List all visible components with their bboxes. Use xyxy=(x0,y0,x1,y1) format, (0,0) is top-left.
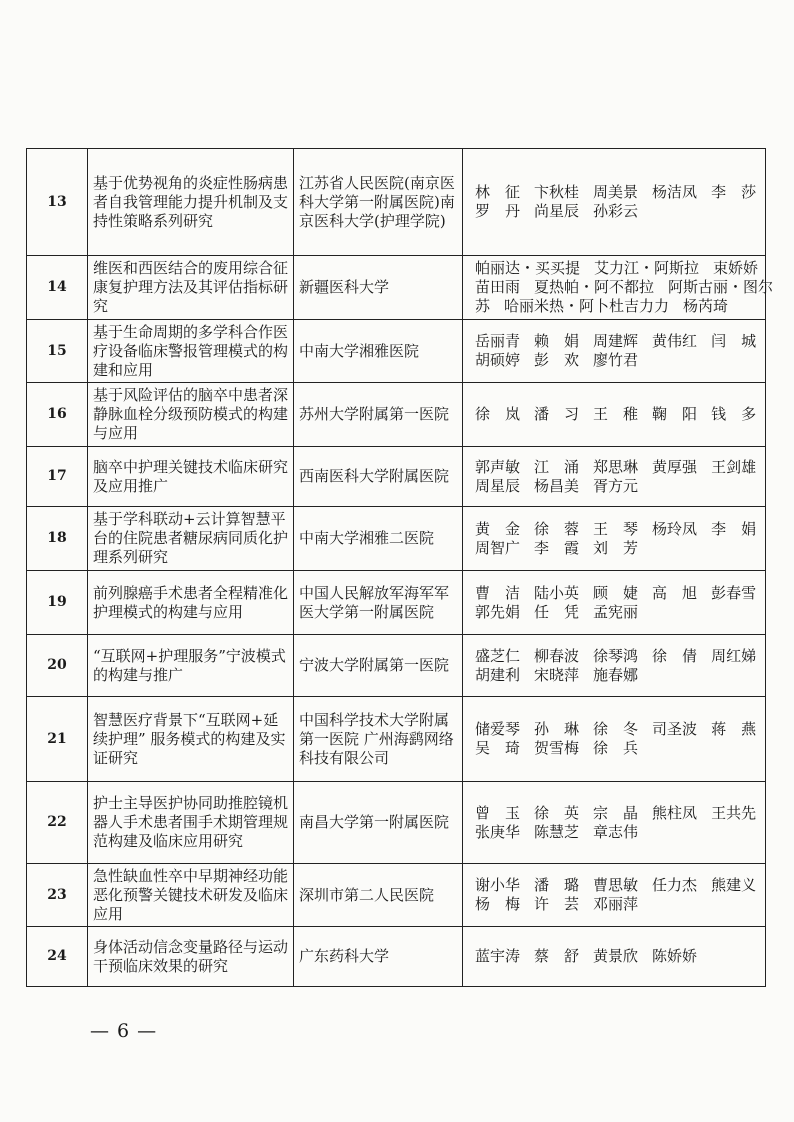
project-title: 基于风险评估的脑卒中患者深静脉血栓分级预防模式的构建与应用 xyxy=(88,383,294,447)
contributor-name: 曾 玉 xyxy=(475,803,521,822)
contributor-name: 苗田雨 xyxy=(475,278,521,296)
contributor-name: 黄景欣 xyxy=(593,947,639,965)
project-title: 急性缺血性卒中早期神经功能恶化预警关键技术研发及临床应用 xyxy=(88,864,294,927)
contributor-name: 李 霞 xyxy=(534,538,580,557)
contributor-name: 王 琴 xyxy=(593,519,639,538)
contributor-name: 陈娇娇 xyxy=(652,947,698,965)
contributor-name: 储爱琴 xyxy=(475,720,521,738)
organization: 深圳市第二人民医院 xyxy=(294,864,463,927)
contributors xyxy=(463,927,766,987)
contributor-name: 林 征 xyxy=(475,183,521,201)
organization: 宁波大学附属第一医院 xyxy=(294,635,463,697)
organization: 中南大学湘雅二医院 xyxy=(294,507,463,571)
contributor-name: 徐 兵 xyxy=(593,739,639,757)
contributor-name: 宋晓萍 xyxy=(534,665,580,684)
contributor-name: 曹 洁 xyxy=(475,583,521,602)
contributors xyxy=(463,447,766,507)
contributor-line xyxy=(475,804,760,823)
contributor-name: 杨洁凤 xyxy=(652,183,698,201)
contributor-name: 黄厚强 xyxy=(652,457,698,476)
contributor-line xyxy=(475,259,760,278)
contributor-name: 卞秋桂 xyxy=(534,183,580,201)
contributor-name: 胡硕婷 xyxy=(475,351,521,369)
organization: 南昌大学第一附属医院 xyxy=(294,782,463,864)
contributor-name: 盛芝仁 xyxy=(475,646,521,665)
contributor-name: 苏 xyxy=(475,297,491,315)
contributor-name: 潘 习 xyxy=(534,405,580,423)
contributor-line xyxy=(475,477,760,496)
contributor-line xyxy=(475,666,760,685)
contributor-name: 施春娜 xyxy=(593,665,639,684)
contributor-name: 刘 芳 xyxy=(593,538,639,557)
contributor-line xyxy=(475,458,760,477)
awards-table xyxy=(26,148,774,987)
table-row xyxy=(27,864,766,927)
project-title: 维医和西医结合的废用综合征康复护理方法及其评估指标研究 xyxy=(88,256,294,320)
contributor-name: 杨玲凤 xyxy=(652,519,698,538)
contributor-name: 任力杰 xyxy=(652,876,698,894)
contributor-name: 徐 冬 xyxy=(593,720,639,738)
project-title: 基于优势视角的炎症性肠病患者自我管理能力提升机制及支持性策略系列研究 xyxy=(88,149,294,256)
contributor-name: 柳春波 xyxy=(534,646,580,665)
contributor-name: 周美景 xyxy=(593,183,639,201)
contributor-name: 周红娣 xyxy=(711,646,757,665)
contributor-name: 黄伟红 xyxy=(652,332,698,350)
project-title: 基于生命周期的多学科合作医疗设备临床警报管理模式的构建和应用 xyxy=(88,320,294,383)
row-number: 16 xyxy=(27,383,88,447)
contributor-line xyxy=(475,584,760,603)
contributor-line xyxy=(475,739,760,758)
organization: 新疆医科大学 xyxy=(294,256,463,320)
project-title: 脑卒中护理关键技术临床研究及应用推广 xyxy=(88,447,294,507)
project-title: 智慧医疗背景下“互联网+延续护理” 服务模式的构建及实证研究 xyxy=(88,697,294,782)
contributor-name: 鞠 阳 xyxy=(652,405,698,423)
contributor-name: 艾力江・阿斯拉 xyxy=(594,259,700,277)
row-number: 24 xyxy=(27,927,88,987)
contributor-name: 司圣波 xyxy=(652,720,698,738)
contributor-line xyxy=(475,947,760,966)
organization: 江苏省人民医院(南京医科大学第一附属医院)南京医科大学(护理学院) xyxy=(294,149,463,256)
contributor-name: 张庚华 xyxy=(475,822,521,841)
organization: 广东药科大学 xyxy=(294,927,463,987)
contributor-name: 廖竹君 xyxy=(593,351,639,369)
contributor-name: 陆小英 xyxy=(534,583,580,602)
contributor-name: 郭先娟 xyxy=(475,602,521,621)
table-row xyxy=(27,507,766,571)
contributor-line xyxy=(475,876,760,895)
contributor-name: 阿斯古丽・图尔 xyxy=(668,278,774,296)
contributor-line xyxy=(475,278,774,297)
contributor-name: 罗 丹 xyxy=(475,202,521,220)
contributor-name: 蔡 舒 xyxy=(534,947,580,965)
table-row xyxy=(27,782,766,864)
contributor-name: 李 娟 xyxy=(711,519,757,538)
table-row xyxy=(27,447,766,507)
contributor-name: 贺雪梅 xyxy=(534,739,580,757)
contributor-name: 许 芸 xyxy=(534,895,580,913)
contributor-name: 谢小华 xyxy=(475,876,521,894)
contributor-name: 江 涌 xyxy=(534,457,580,476)
project-title: 护士主导医护协同助推腔镜机器人手术患者围手术期管理规范构建及临床应用研究 xyxy=(88,782,294,864)
contributor-name: 王 稚 xyxy=(593,405,639,423)
contributor-name: 杨 梅 xyxy=(475,895,521,913)
table-row xyxy=(27,256,766,320)
contributor-name: 熊柱凤 xyxy=(652,803,698,822)
contributor-name: 邓丽萍 xyxy=(593,895,639,913)
contributor-name: 尚星辰 xyxy=(534,202,580,220)
contributors xyxy=(463,383,766,447)
organization: 中南大学湘雅医院 xyxy=(294,320,463,383)
contributor-name: 曹思敏 xyxy=(593,876,639,894)
contributor-name: 王剑雄 xyxy=(711,457,757,476)
organization: 西南医科大学附属医院 xyxy=(294,447,463,507)
contributor-name: 钱 多 xyxy=(711,405,757,423)
row-number: 23 xyxy=(27,864,88,927)
contributor-name: 帕丽达・买买提 xyxy=(475,259,581,277)
contributor-name: 熊建义 xyxy=(711,876,757,894)
contributor-name: 任 凭 xyxy=(534,602,580,621)
contributor-name: 彭 欢 xyxy=(534,351,580,369)
contributors xyxy=(463,635,766,697)
contributor-line xyxy=(475,297,760,316)
contributor-name: 闫 城 xyxy=(711,332,757,350)
contributor-name: 杨芮琦 xyxy=(683,297,729,315)
contributors xyxy=(463,320,766,383)
organization: 苏州大学附属第一医院 xyxy=(294,383,463,447)
contributor-name: 吴 琦 xyxy=(475,739,521,757)
contributor-name: 王共先 xyxy=(711,803,757,822)
contributor-name: 黄 金 xyxy=(475,519,521,538)
contributor-name: 孟宪丽 xyxy=(593,602,639,621)
organization: 中国科学技术大学附属第一医院 广州海鹞网络科技有限公司 xyxy=(294,697,463,782)
contributor-line xyxy=(475,183,760,202)
row-number: 13 xyxy=(27,149,88,256)
contributor-name: 徐 英 xyxy=(534,803,580,822)
contributor-name: 陈慧芝 xyxy=(534,822,580,841)
contributor-name: 顾 婕 xyxy=(593,583,639,602)
project-title: 前列腺癌手术患者全程精准化护理模式的构建与应用 xyxy=(88,571,294,635)
project-title: “互联网+护理服务”宁波模式的构建与推广 xyxy=(88,635,294,697)
contributor-name: 郭声敏 xyxy=(475,457,521,476)
row-number: 15 xyxy=(27,320,88,383)
contributor-name: 李 莎 xyxy=(711,183,757,201)
contributor-name: 哈丽米热・阿卜杜吉力力 xyxy=(504,297,670,315)
contributor-line xyxy=(475,539,760,558)
contributor-line xyxy=(475,823,760,842)
contributor-name: 胡建利 xyxy=(475,665,521,684)
page-number: — 6 — xyxy=(90,1020,158,1042)
contributor-line xyxy=(475,405,760,424)
table-row xyxy=(27,635,766,697)
contributor-name: 夏热帕・阿不都拉 xyxy=(534,278,655,296)
row-number: 20 xyxy=(27,635,88,697)
table-row xyxy=(27,571,766,635)
contributor-name: 高 旭 xyxy=(652,583,698,602)
contributor-name: 孙彩云 xyxy=(593,202,639,220)
table-body xyxy=(27,149,774,987)
contributor-line xyxy=(475,720,760,739)
contributor-name: 徐 岚 xyxy=(475,405,521,423)
contributor-name: 徐 蓉 xyxy=(534,519,580,538)
table-row xyxy=(27,320,766,383)
contributor-name: 周星辰 xyxy=(475,476,521,495)
table-row xyxy=(27,383,766,447)
contributors xyxy=(463,864,766,927)
contributor-line xyxy=(475,202,760,221)
contributor-name: 杨昌美 xyxy=(534,476,580,495)
table-row xyxy=(27,149,766,256)
contributor-name: 岳丽青 xyxy=(475,332,521,350)
contributor-name: 胥方元 xyxy=(593,476,639,495)
contributor-name: 郑思琳 xyxy=(593,457,639,476)
contributors xyxy=(463,571,766,635)
contributors xyxy=(463,149,766,256)
contributors xyxy=(463,507,766,571)
contributor-name: 徐 倩 xyxy=(652,646,698,665)
project-title: 身体活动信念变量路径与运动干预临床效果的研究 xyxy=(88,927,294,987)
contributor-name: 潘 璐 xyxy=(534,876,580,894)
contributor-name: 束娇娇 xyxy=(713,259,759,277)
contributor-name: 蓝宇涛 xyxy=(475,947,521,965)
contributor-name: 周智广 xyxy=(475,538,521,557)
row-number: 14 xyxy=(27,256,88,320)
contributor-line xyxy=(475,603,760,622)
contributors xyxy=(463,782,766,864)
table-row xyxy=(27,927,766,987)
row-number: 17 xyxy=(27,447,88,507)
contributors xyxy=(463,697,766,782)
contributor-name: 宗 晶 xyxy=(593,803,639,822)
contributor-name: 赖 娟 xyxy=(534,332,580,350)
contributor-name: 孙 琳 xyxy=(534,720,580,738)
row-number: 21 xyxy=(27,697,88,782)
contributor-line xyxy=(475,520,760,539)
contributor-line xyxy=(475,332,760,351)
row-number: 18 xyxy=(27,507,88,571)
contributor-line xyxy=(475,351,760,370)
contributor-line xyxy=(475,647,760,666)
row-number: 22 xyxy=(27,782,88,864)
project-title: 基于学科联动+云计算智慧平台的住院患者糖尿病同质化护理系列研究 xyxy=(88,507,294,571)
contributors xyxy=(463,256,774,320)
row-number: 19 xyxy=(27,571,88,635)
table-row xyxy=(27,697,766,782)
contributor-name: 彭春雪 xyxy=(711,583,757,602)
organization: 中国人民解放军海军军医大学第一附属医院 xyxy=(294,571,463,635)
contributor-name: 蒋 燕 xyxy=(711,720,757,738)
contributor-name: 徐琴鸿 xyxy=(593,646,639,665)
contributor-line xyxy=(475,895,760,914)
contributor-name: 周建辉 xyxy=(593,332,639,350)
contributor-name: 章志伟 xyxy=(593,822,639,841)
